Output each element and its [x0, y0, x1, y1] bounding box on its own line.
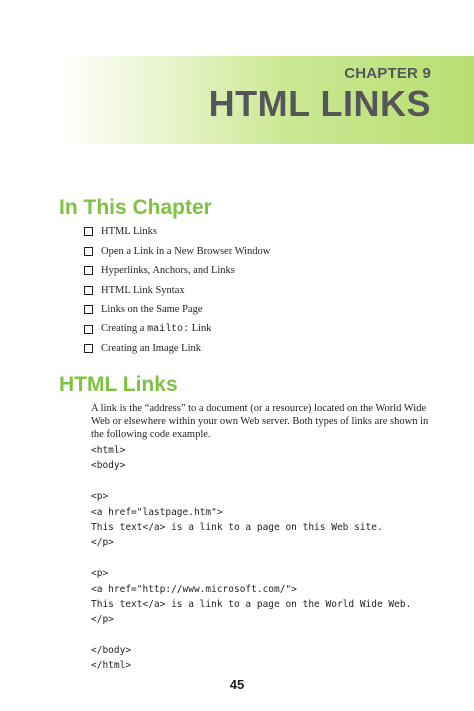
list-item-text: Open a Link in a New Browser Window [101, 245, 271, 257]
html-links-heading: HTML Links [59, 373, 178, 396]
code-line: <p> [91, 491, 109, 503]
list-item [84, 300, 270, 320]
code-line: </p> [91, 537, 114, 549]
checkbox-bullet-icon [84, 227, 93, 236]
code-line: <a href="http://www.microsoft.com/"> [91, 583, 297, 595]
list-item-text-before: Creating a [101, 323, 148, 335]
list-item [84, 281, 270, 301]
list-item [84, 339, 270, 359]
list-item [84, 261, 270, 281]
page-number: 45 [229, 677, 245, 692]
chapter-title: HTML LINKS [208, 83, 431, 124]
code-line [91, 628, 411, 643]
list-item [84, 222, 270, 242]
list-item-text [101, 323, 212, 335]
code-line: <body> [91, 460, 126, 472]
chapter-label: CHAPTER 9 [344, 65, 431, 82]
list-item-text-after: Link [189, 323, 212, 335]
list-item [84, 320, 270, 340]
in-this-chapter-heading: In This Chapter [59, 196, 212, 219]
code-line: This text</a> is a link to a page on the World Wide Web. [91, 598, 412, 610]
code-line: <p> [91, 568, 109, 580]
code-line: This text</a> is a link to a page on this Web site. [91, 521, 383, 533]
list-item-text: Creating an Image Link [101, 343, 202, 355]
checkbox-bullet-icon [84, 247, 93, 256]
code-line: </body> [91, 645, 132, 657]
checkbox-bullet-icon [84, 325, 93, 334]
list-item-text: HTML Links [101, 226, 157, 238]
list-item-text: Links on the Same Page [101, 304, 203, 316]
code-line [91, 551, 411, 566]
checkbox-bullet-icon [84, 305, 93, 314]
inline-code: mailto: [147, 324, 190, 336]
checkbox-bullet-icon [84, 266, 93, 275]
checkbox-bullet-icon [84, 344, 93, 353]
code-line: <html> [91, 445, 126, 456]
body-paragraph: A link is the “address” to a document (or a resource) located on the World Wide Web or elsewhere within your own Web server. Both types of links are shown in the following code example. [91, 403, 429, 440]
list-item-text: Hyperlinks, Anchors, and Links [101, 265, 235, 277]
code-line: <a href="lastpage.htm"> [91, 506, 223, 518]
checkbox-bullet-icon [84, 286, 93, 295]
chapter-contents-list [84, 222, 270, 359]
code-line: </html> [91, 660, 132, 672]
list-item [84, 242, 270, 262]
code-line [91, 474, 411, 489]
code-example [91, 443, 411, 674]
list-item-text: HTML Link Syntax [101, 284, 185, 296]
code-line: </p> [91, 614, 114, 626]
